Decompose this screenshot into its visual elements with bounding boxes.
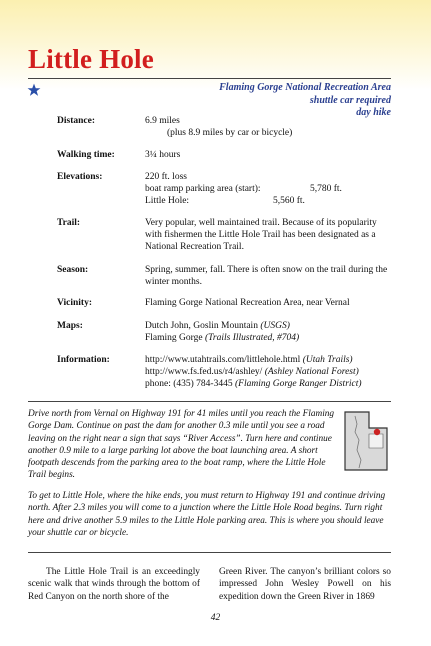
distance-label: Distance: — [57, 116, 95, 126]
info-utah-trails: http://www.utahtrails.com/littlehole.html (Utah Trails) — [145, 355, 353, 365]
distance-note: (plus 8.9 miles by car or bicycle) — [167, 128, 293, 138]
trail-label: Trail: — [57, 218, 81, 228]
vicinity-label: Vicinity: — [57, 298, 93, 308]
body-column-right: Green River. The canyon’s brilliant colors so impressed John Wesley Powell on his expedition down the Green River in 1869 — [219, 567, 391, 602]
walking-time-value: 3¼ hours — [145, 150, 181, 160]
elevation-loss: 220 ft. loss — [145, 172, 187, 182]
elevations-label: Elevations: — [57, 172, 103, 182]
maps-label: Maps: — [57, 321, 83, 331]
trail-value: Very popular, well maintained trail. Because of its popularity with fishermen the Little Hole Trail has been designated as a National Recreation Trail. — [145, 218, 377, 252]
elevation-end-label: Little Hole: — [145, 196, 190, 206]
body-column-left: The Little Hole Trail is an exceedingly scenic walk that winds through the bottom of Red Canyon on the north shore of the — [28, 567, 200, 602]
elevation-start-label: boat ramp parking area (start): — [145, 184, 261, 194]
page-title: Little Hole — [28, 44, 154, 74]
elevation-end — [145, 195, 395, 207]
vicinity-value: Flaming Gorge National Recreation Area, near Vernal — [145, 298, 350, 308]
utah-map-icon — [343, 410, 389, 472]
star-icon — [27, 83, 41, 97]
shuttle-note: shuttle car required — [309, 94, 391, 106]
info-ashley-forest: http://www.fs.fed.us/r4/ashley/ (Ashley National Forest) — [145, 367, 359, 377]
map-trails-illustrated: Flaming Gorge (Trails Illustrated, #704) — [145, 333, 300, 343]
ashley-forest-link[interactable]: http://www.fs.fed.us/r4/ashley/ — [145, 367, 263, 377]
utah-trails-link[interactable]: http://www.utahtrails.com/littlehole.html — [145, 355, 301, 365]
map-usgs: Dutch John, Goslin Mountain (USGS) — [145, 321, 290, 331]
page-number: 42 — [210, 613, 221, 623]
elevation-start — [145, 183, 395, 195]
driving-directions: Drive north from Vernal on Highway 191 for 41 miles until you reach the Flaming Gorge Dam. Continue on past the dam for another 0.3 mile until you see a road leaving on the right near a sign that says “River Access”. Turn here and continue another 0.9 mile to a large parking lot above the boat launching area. A short footpath descends from the parking area to the boat ramp, where the Little Hole Trail begins. — [28, 409, 335, 481]
information-label: Information: — [57, 355, 110, 365]
directions-top-divider — [28, 401, 391, 402]
shuttle-directions: To get to Little Hole, where the hike ends, you must return to Highway 191 and continue driving north. After 2.3 miles you will come to a junction where the Little Hole Road begins. Turn right here and drive another 5.9 miles to the Little Hole parking area. This is where you should leave your shuttle car or bicycle. — [28, 491, 386, 538]
elevation-start-value: 5,780 ft. — [310, 184, 342, 194]
directions-bottom-divider — [28, 552, 391, 553]
season-label: Season: — [57, 265, 89, 275]
hike-type: day hike — [356, 107, 391, 118]
elevation-end-value: 5,560 ft. — [273, 196, 305, 206]
info-phone: phone: (435) 784-3445 (Flaming Gorge Ranger District) — [145, 379, 362, 389]
distance-value: 6.9 miles — [145, 116, 180, 126]
area-name: Flaming Gorge National Recreation Area — [219, 82, 391, 93]
walking-time-label: Walking time: — [57, 150, 115, 160]
title-divider — [28, 78, 391, 79]
season-value: Spring, summer, fall. There is often snow on the trail during the winter months. — [145, 265, 388, 287]
hike-summary — [219, 82, 391, 120]
